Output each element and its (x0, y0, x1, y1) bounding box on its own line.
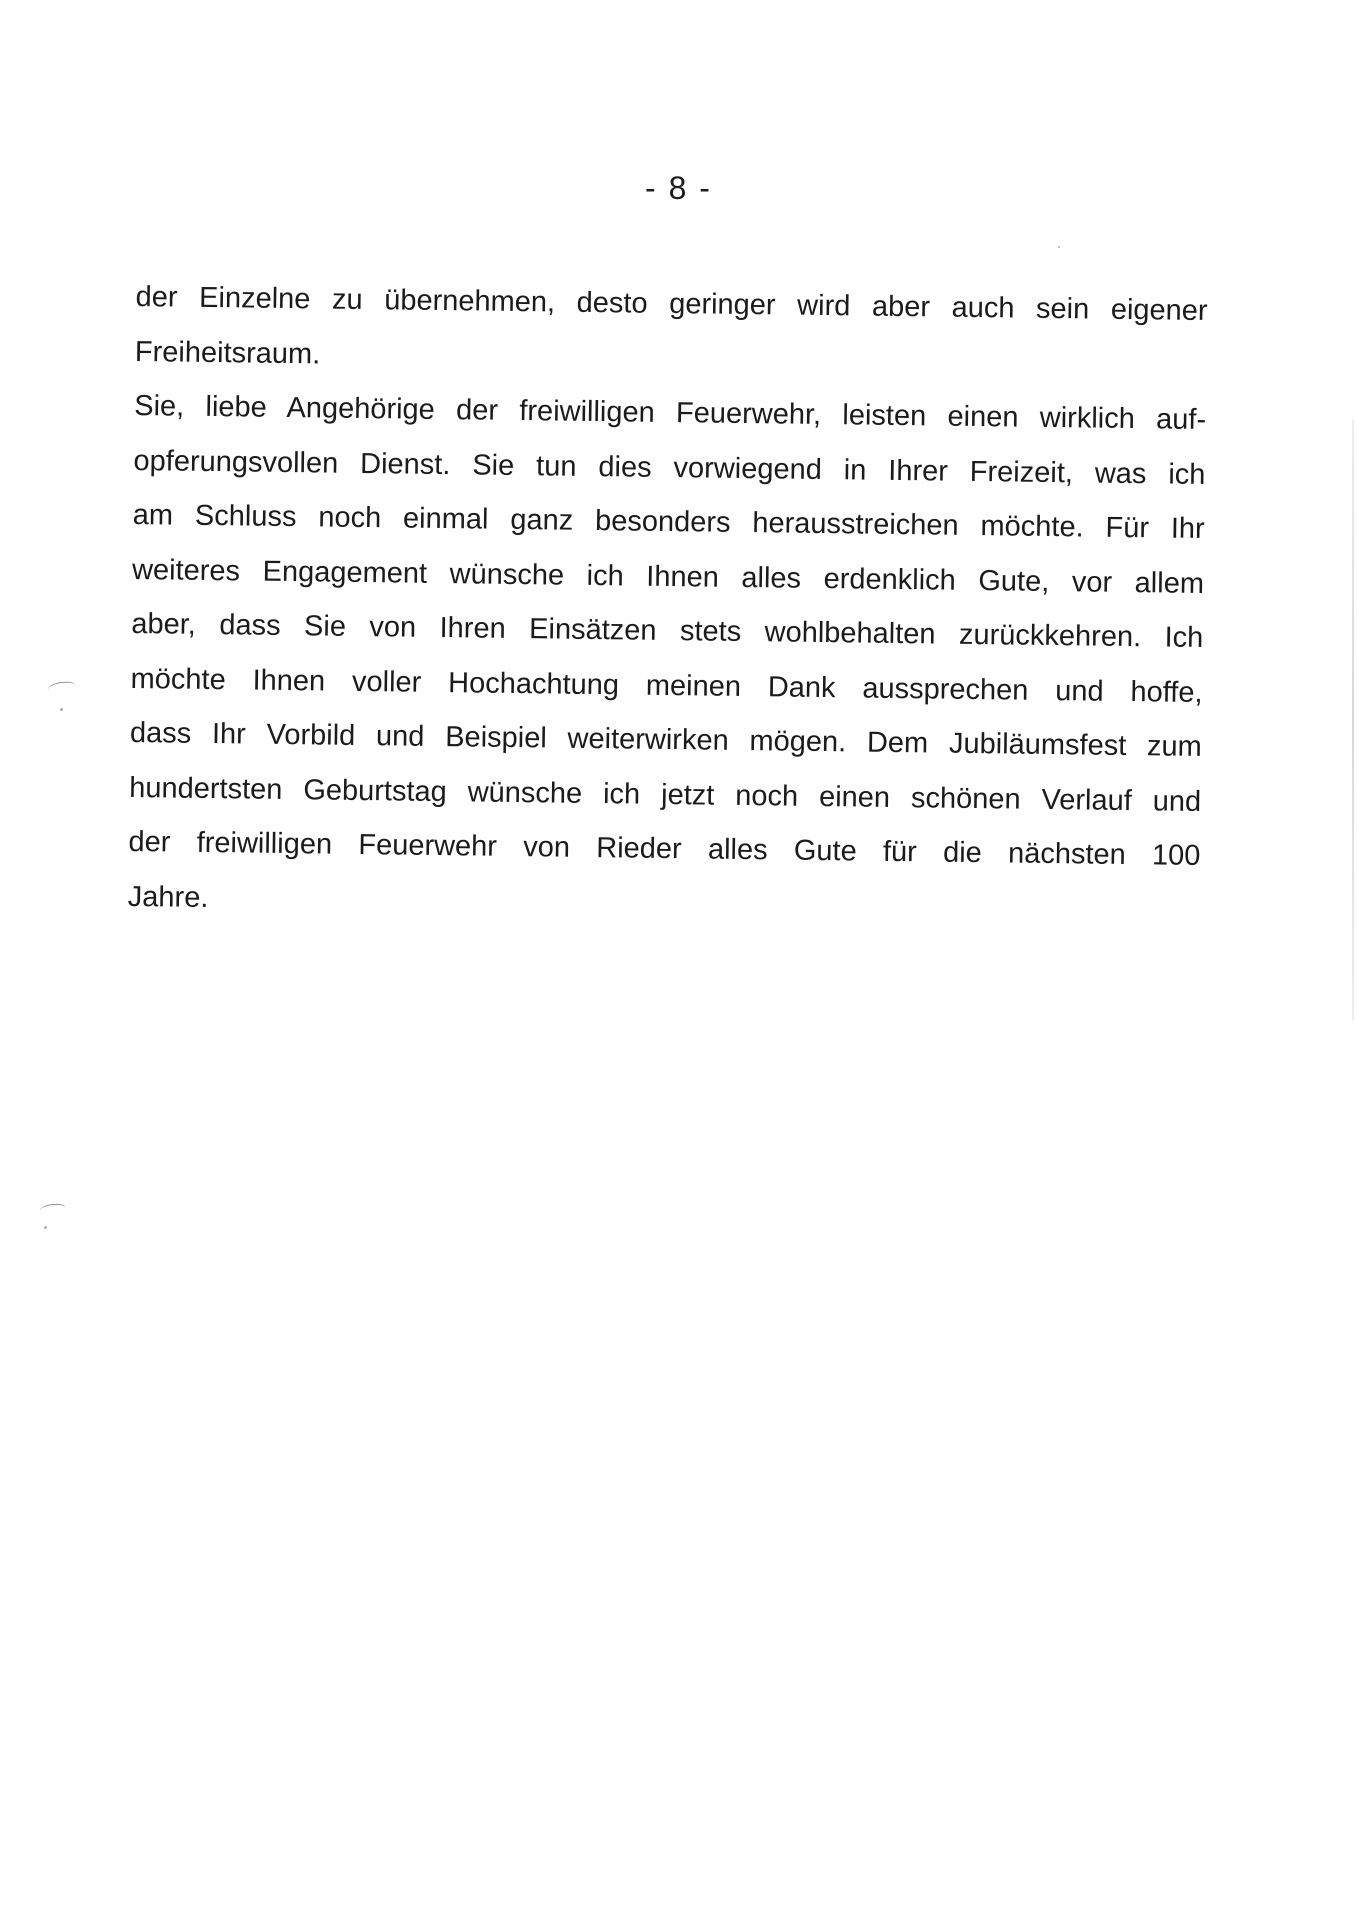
text-line: Jahre. (127, 880, 209, 914)
scan-edge-shadow (1352, 420, 1354, 1020)
text-line: am Schluss noch einmal ganz besonders herausstreichen möchte. Für Ihr (132, 498, 1205, 546)
page-number: - 8 - (645, 170, 712, 206)
text-line: hundertsten Geburtstag wünsche ich jetzt noch einen schönen Verlauf und (129, 771, 1202, 818)
scan-speck (44, 1226, 47, 1229)
text-line: opferungsvollen Dienst. Sie tun dies vorwiegend in Ihrer Freizeit, was ich (133, 444, 1206, 491)
text-line: Sie, liebe Angehörige der freiwilligen Feuerwehr, leisten einen wirklich auf- (134, 389, 1207, 437)
text-line: möchte Ihnen voller Hochachtung meinen Dank aussprechen und hoffe, (130, 662, 1203, 709)
punch-hole-mark (47, 680, 76, 695)
punch-hole-mark (39, 1203, 66, 1217)
text-line: aber, dass Sie von Ihren Einsätzen stets wohlbehalten zurückkehren. Ich (131, 607, 1204, 655)
scan-speck (1058, 246, 1060, 248)
text-line: weiteres Engagement wünsche ich Ihnen alles erdenklich Gute, vor allem (131, 553, 1205, 600)
scan-speck (60, 708, 63, 711)
text-line: der freiwilligen Feuerwehr von Rieder alles Gute für die nächsten 100 (128, 825, 1201, 872)
text-line: dass Ihr Vorbild und Beispiel weiterwirken mögen. Dem Jubiläumsfest zum (129, 716, 1203, 763)
text-line: Freiheitsraum. (134, 335, 321, 370)
text-line: der Einzelne zu übernehmen, desto geringer wird aber auch sein eigener (135, 280, 1208, 328)
body-text (127, 270, 1207, 938)
